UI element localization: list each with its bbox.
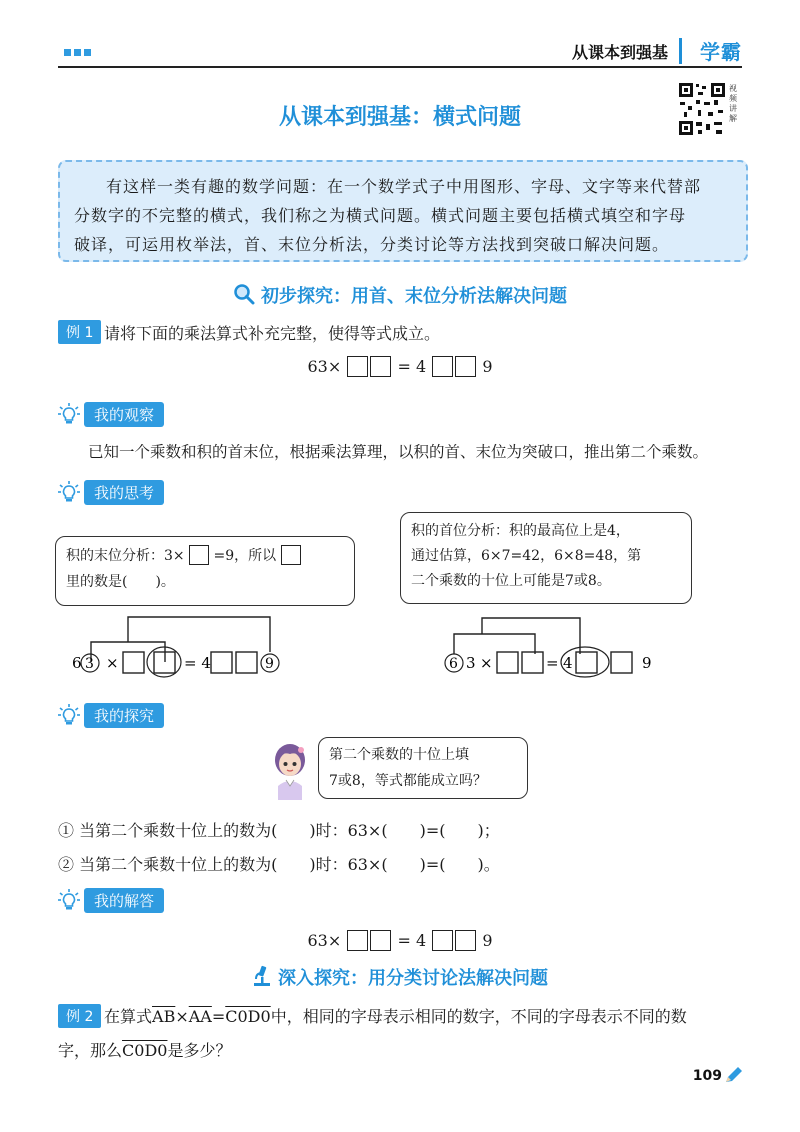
header-rule [58, 66, 742, 68]
magnifier-icon [233, 283, 255, 305]
digit-6: 6 [449, 656, 458, 672]
equals-4: = 4 [184, 654, 211, 672]
blank-box[interactable] [347, 930, 368, 951]
digit-3: 3 [85, 656, 94, 672]
example-1-equation: 63× = 4 9 [307, 357, 493, 376]
blank-box[interactable] [370, 356, 391, 377]
header-decoration [64, 49, 91, 56]
answer-equation: 63× = 4 9 [307, 931, 493, 950]
badge-label: 我的思考 [84, 480, 164, 505]
blank-box[interactable] [347, 356, 368, 377]
microscope-icon [252, 965, 272, 987]
times-sign: × [480, 654, 493, 672]
blank-box[interactable] [455, 356, 476, 377]
badge-label: 我的观察 [84, 402, 164, 427]
qr-code-icon[interactable] [678, 82, 726, 136]
lightbulb-icon [58, 704, 80, 726]
digit-4: 4 [563, 654, 573, 672]
lightbulb-icon [58, 889, 80, 911]
badge-explore [58, 703, 164, 727]
question-bubble: 第二个乘数的十位上填 7或8，等式都能成立吗？ [318, 737, 528, 799]
example-2-question-line-2: 字，那么C0D0是多少？ [58, 1041, 232, 1060]
example-2-question-line-1: 在算式$\overline{AB}\times\overline{AA}=C0D0$中，相同的字母表示相同的数字，不同的字母表示不同的数 [104, 1007, 687, 1026]
blank-box[interactable] [370, 930, 391, 951]
example-1-tag: 例 1 [58, 320, 101, 344]
brand-logo: 学霸 [700, 40, 742, 64]
blank-box[interactable] [189, 545, 209, 565]
intro-line-3: 破译，可运用枚举法，首、末位分析法，分类讨论等方法找到突破口解决问题。 [74, 235, 670, 254]
badge-label: 我的解答 [84, 888, 164, 913]
section-title-preliminary [0, 282, 800, 308]
blank-box[interactable] [281, 545, 301, 565]
header-divider [679, 38, 682, 64]
lightbulb-icon [58, 403, 80, 425]
first-digit-diagram [442, 610, 664, 678]
intro-line-2: 分数字的不完整的横式，我们称之为横式问题。横式问题主要包括横式填空和字母 [74, 206, 687, 225]
explore-fill-line-1: ① 当第二个乘数十位上的数为( )时：63×( )=( )； [58, 821, 500, 840]
intro-box [58, 160, 748, 262]
last-digit-diagram [68, 612, 290, 678]
observe-text: 已知一个乘数和积的首末位，根据乘法算理，以积的首、末位为突破口，推出第二个乘数。 [88, 443, 709, 461]
explore-fill-line-2: ② 当第二个乘数十位上的数为( )时：63×( )=( )。 [58, 855, 500, 874]
section-title-text: 深入探究：用分类讨论法解决问题 [278, 968, 548, 989]
page-title: 从课本到强基：横式问题 [278, 105, 521, 130]
digit-9: 9 [265, 656, 274, 672]
example-1-question: 请将下面的乘法算式补充完整，使得等式成立。 [104, 324, 441, 343]
page-number: 109 [692, 1068, 722, 1084]
badge-answer [58, 888, 164, 912]
pencil-icon [724, 1066, 744, 1084]
blank-box[interactable] [455, 930, 476, 951]
blank-box[interactable] [432, 930, 453, 951]
think-box-last-digit: 积的末位分析：3× =9，所以 里的数是( )。 [55, 536, 355, 606]
digit-3: 3 [466, 654, 476, 672]
lightbulb-icon [58, 481, 80, 503]
qr-label: 视频讲解 [729, 84, 737, 123]
times-sign: × [106, 654, 119, 672]
girl-avatar-icon [270, 742, 310, 800]
series-title: 从课本到强基 [571, 43, 668, 62]
badge-observe [58, 402, 164, 426]
blank-box[interactable] [432, 356, 453, 377]
example-2-tag: 例 2 [58, 1004, 101, 1028]
equals-sign: = [546, 654, 559, 672]
section-title-deep [0, 964, 800, 990]
digit-9: 9 [642, 654, 652, 672]
badge-think [58, 480, 164, 504]
section-title-text: 初步探究：用首、末位分析法解决问题 [261, 286, 567, 307]
digit-6: 6 [72, 654, 82, 672]
think-box-first-digit: 积的首位分析：积的最高位上是4， 通过估算，6×7=42，6×8=48，第 二个乘数的十位上可能是7或8。 [400, 512, 692, 604]
intro-line-1: 有这样一类有趣的数学问题：在一个数学式子中用图形、字母、文字等来代替部 [106, 177, 702, 196]
badge-label: 我的探究 [84, 703, 164, 728]
